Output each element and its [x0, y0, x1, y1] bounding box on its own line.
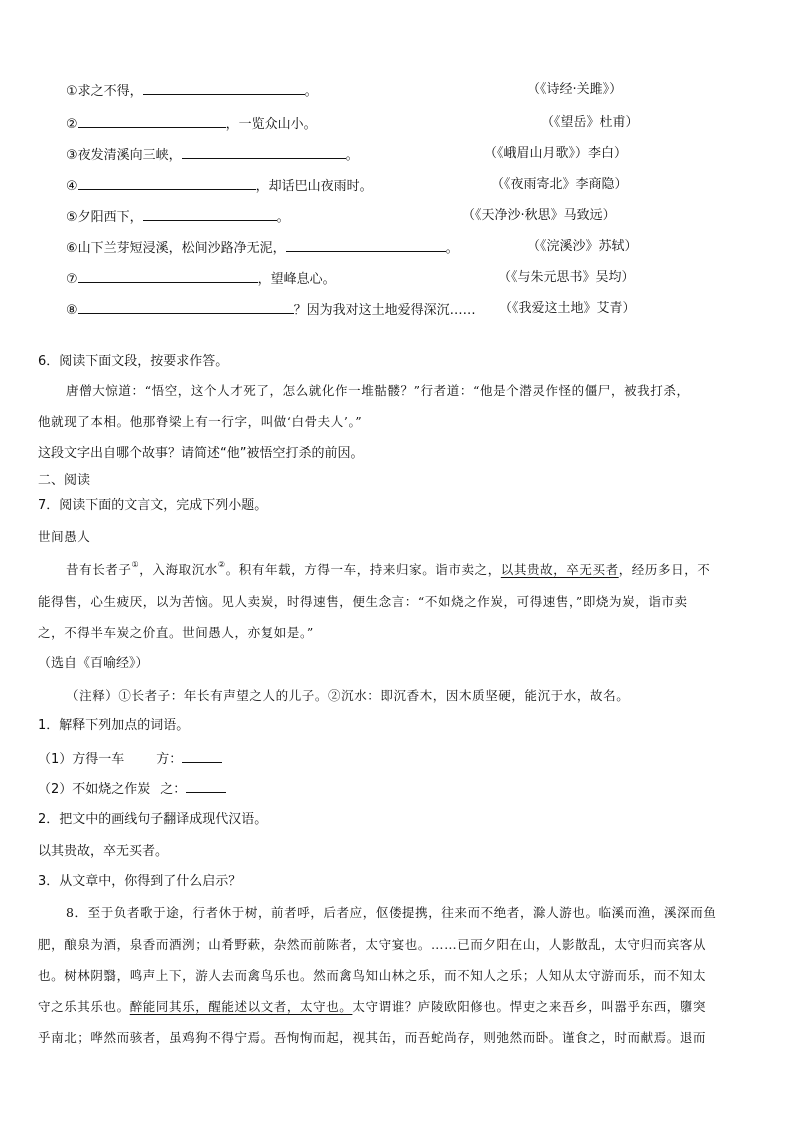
q8-passage-line: 也。树林阴翳，鸣声上下，游人去而禽鸟乐也。然而禽鸟知山林之乐，而不知人之乐；人知从太守游而乐，而不知太: [38, 968, 707, 983]
poem-text-after: 。: [345, 148, 359, 163]
q7-passage-line: 能得售，心生疲厌，以为苦恼。见人卖炭，时得速售，便生念言：“不如烧之作炭，可得速售，”即烧为炭，诣市卖: [38, 594, 688, 609]
question-7-title: 7．阅读下面的文言文，完成下列小题。: [38, 498, 268, 513]
poem-text-before: 夕阳西下，: [77, 210, 143, 225]
footnote-marker: ①: [131, 560, 140, 569]
poem-source: （《天净沙·秋思》马致远）: [462, 208, 616, 223]
fill-blank[interactable]: [186, 778, 226, 793]
poem-source: （《浣溪沙》苏轼）: [527, 239, 638, 254]
passage-text: ，入海取沉水: [139, 562, 218, 577]
poem-number: ⑦: [66, 272, 78, 287]
q7-sub-question: 2．把文中的画线句子翻译成现代汉语。: [38, 812, 268, 827]
fill-blank[interactable]: [78, 113, 226, 128]
poem-number: ②: [66, 117, 78, 132]
poem-number: ⑥: [66, 241, 78, 256]
poem-line: [66, 80, 318, 102]
poem-number: ⑧: [66, 303, 78, 318]
q8-passage-line: 乎南北；哗然而骇者，虽鸡狗不得宁焉。吾恂恂而起，视其缶，而吾蛇尚存，则弛然而卧。谨食之，时而献焉。退而: [38, 1030, 707, 1045]
poem-line: [66, 175, 373, 197]
q8-passage-line: 8．至于负者歌于途，行者休于树，前者呼，后者应，伛偻提携，往来而不绝者，滁人游也。临溪而渔，溪深而鱼: [66, 905, 717, 920]
q7-passage-line: 之，不得半车炭之价直。世间愚人，亦复如是。”: [38, 625, 314, 640]
poem-text-after: ？因为我对这土地爱得深沉……: [293, 303, 476, 318]
underlined-sentence: 醉能同其乐，醒能述以文者，太守也。: [129, 999, 353, 1014]
q6-passage-line: 他就现了本相。他那脊梁上有一行字，叫做‘白骨夫人’。”: [38, 414, 363, 429]
q7-sub-sentence: 以其贵故，卒无买者。: [38, 844, 169, 859]
passage-heading: 世间愚人: [38, 529, 91, 544]
q8-passage-line: [38, 997, 706, 1017]
poem-line: [66, 268, 336, 290]
poem-number: ①: [66, 84, 78, 99]
poem-line: [66, 144, 359, 166]
question-6-title: 6．阅读下面文段，按要求作答。: [38, 354, 229, 369]
poem-source: （《峨眉山月歌》）李白）: [484, 146, 628, 161]
sub-item-text: （1）方得一车: [38, 752, 125, 767]
poem-source: （《诗经·关雎》）: [527, 82, 623, 97]
q8-passage-line: 肥，酿泉为酒，泉香而酒洌；山肴野蔌，杂然而前陈者，太守宴也。……已而夕阳在山，人影散乱，太守归而宾客从: [38, 937, 707, 952]
q7-sub-item: [38, 748, 222, 770]
section-heading: 二、阅读: [38, 473, 91, 488]
poem-text-after: 。: [276, 210, 290, 225]
poem-number: ③: [66, 148, 78, 163]
q7-sub-question: 1．解释下列加点的词语。: [38, 718, 190, 733]
underlined-sentence: 以其贵故，卒无买者: [500, 562, 619, 577]
poem-source: （《望岳》杜甫）: [541, 115, 639, 130]
fill-blank[interactable]: [182, 144, 346, 159]
sub-item-word: 方：: [156, 752, 183, 767]
passage-text: 昔有长者子: [66, 562, 132, 577]
passage-text: ，经历多日，不: [618, 562, 711, 577]
poem-text-before: 夜发清溪向三峡，: [77, 148, 182, 163]
poem-text-before: 求之不得，: [77, 84, 143, 99]
q7-passage-line: [66, 560, 710, 580]
q7-sub-item: [38, 778, 226, 800]
poem-text-after: ，一览众山小。: [225, 117, 317, 132]
poem-number: ⑤: [66, 210, 78, 225]
poem-line: [66, 206, 290, 228]
q6-question: 这段文字出自哪个故事？请简述“他”被悟空打杀的前因。: [38, 446, 364, 461]
poem-source: （《夜雨寄北》李商隐）: [491, 177, 628, 192]
poem-source: （《与朱元思书》吴均）: [498, 270, 635, 285]
fill-blank[interactable]: [286, 237, 446, 252]
poem-source: （《我爱这土地》艾青）: [499, 301, 636, 316]
poem-text-after: 。: [445, 241, 459, 256]
passage-note: （注释）①长者子：年长有声望之人的儿子。②沉水：即沉香木，因木质坚硬，能沉于水，故名。: [66, 688, 630, 703]
poem-text-before: 山下兰芽短浸溪，松间沙路净无泥，: [77, 241, 286, 256]
fill-blank[interactable]: [143, 206, 277, 221]
passage-text: 守之乐其乐也。: [38, 999, 130, 1014]
fill-blank[interactable]: [182, 748, 222, 763]
passage-source: （选自《百喻经》）: [38, 656, 149, 671]
poem-line: [66, 299, 476, 321]
sub-item-word: 之：: [160, 782, 187, 797]
poem-line: [66, 237, 459, 259]
fill-blank[interactable]: [143, 80, 305, 95]
fill-blank[interactable]: [78, 175, 256, 190]
passage-text: 太守谓谁？庐陵欧阳修也。悍吏之来吾乡，叫嚣乎东西，隳突: [352, 999, 707, 1014]
footnote-marker: ②: [217, 560, 226, 569]
passage-text: 。积有年载，方得一车，持来归家。诣市卖之，: [225, 562, 501, 577]
fill-blank[interactable]: [78, 299, 294, 314]
poem-line: [66, 113, 317, 135]
poem-text-after: 。: [304, 84, 318, 99]
q7-sub-question: 3．从文章中，你得到了什么启示？: [38, 874, 242, 889]
q6-passage-line: 唐僧大惊道：“悟空，这个人才死了，怎么就化作一堆骷髅？”行者道：“他是个潜灵作怪的僵尸，被我打杀，: [66, 383, 690, 398]
poem-text-after: ，望峰息心。: [257, 272, 336, 287]
poem-text-after: ，却话巴山夜雨时。: [255, 179, 373, 194]
fill-blank[interactable]: [78, 268, 258, 283]
sub-item-text: （2）不如烧之作炭: [38, 782, 151, 797]
poem-number: ④: [66, 179, 78, 194]
